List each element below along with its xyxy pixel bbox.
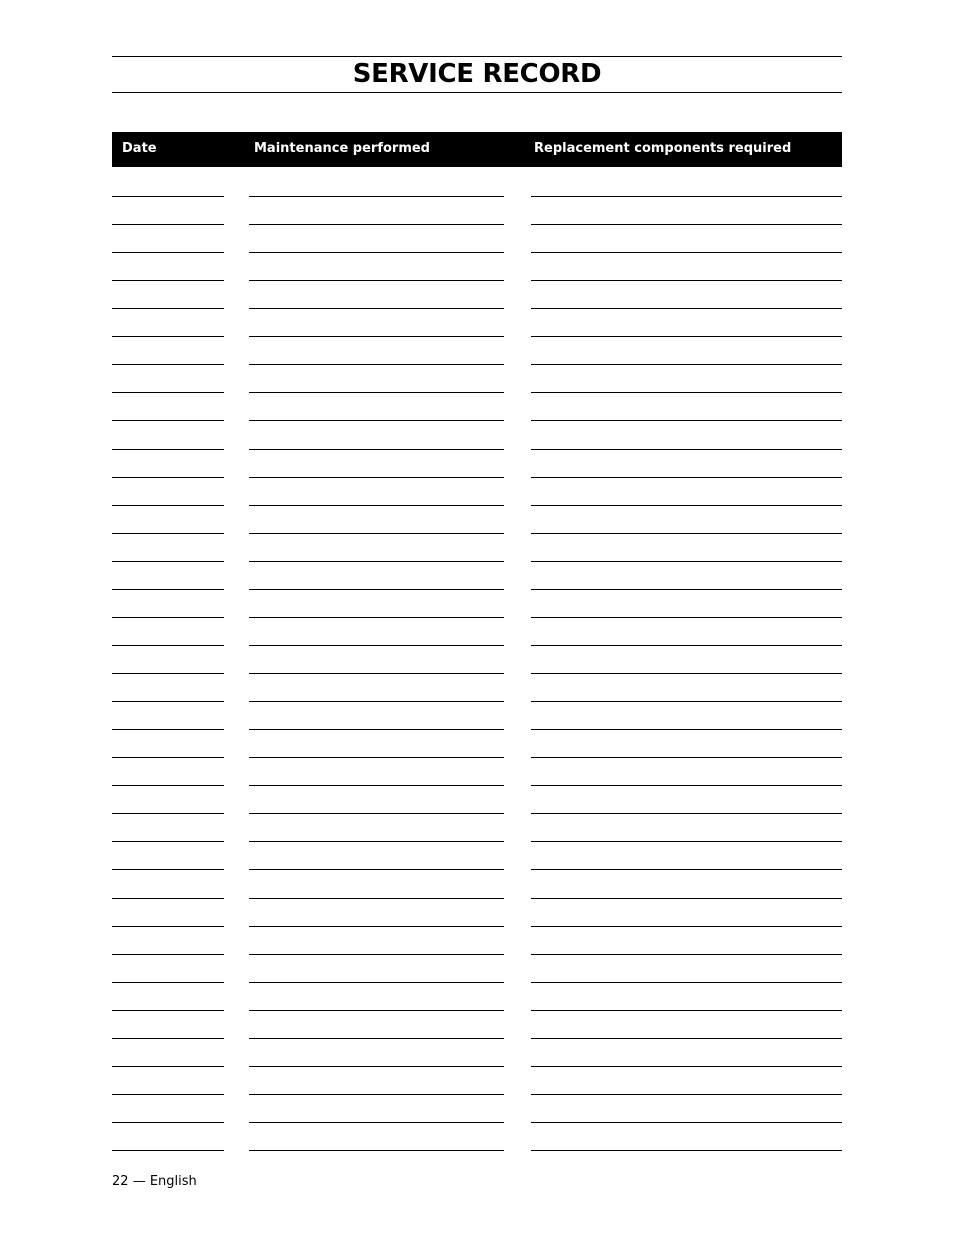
column-header-replacement: Replacement components required xyxy=(534,141,792,156)
date-entry-line[interactable] xyxy=(112,364,224,365)
replacement-entry-line[interactable] xyxy=(531,813,842,814)
replacement-entry-line[interactable] xyxy=(531,757,842,758)
replacement-entry-line[interactable] xyxy=(531,1150,842,1151)
maintenance-entry-line[interactable] xyxy=(249,449,504,450)
maintenance-entry-line[interactable] xyxy=(249,898,504,899)
date-entry-line[interactable] xyxy=(112,982,224,983)
page-title: SERVICE RECORD xyxy=(352,59,602,89)
replacement-entry-line[interactable] xyxy=(531,280,842,281)
page-number: 22 xyxy=(112,1174,129,1189)
maintenance-entry-line[interactable] xyxy=(249,673,504,674)
replacement-entry-line[interactable] xyxy=(531,364,842,365)
maintenance-entry-line[interactable] xyxy=(249,533,504,534)
replacement-entry-line[interactable] xyxy=(531,1066,842,1067)
maintenance-entry-line[interactable] xyxy=(249,729,504,730)
maintenance-entry-line[interactable] xyxy=(249,505,504,506)
maintenance-entry-line[interactable] xyxy=(249,1066,504,1067)
maintenance-entry-line[interactable] xyxy=(249,252,504,253)
replacement-entry-line[interactable] xyxy=(531,420,842,421)
replacement-entry-line[interactable] xyxy=(531,196,842,197)
maintenance-entry-line[interactable] xyxy=(249,617,504,618)
date-entry-line[interactable] xyxy=(112,589,224,590)
date-entry-line[interactable] xyxy=(112,645,224,646)
date-entry-line[interactable] xyxy=(112,617,224,618)
date-entry-line[interactable] xyxy=(112,673,224,674)
date-entry-line[interactable] xyxy=(112,841,224,842)
replacement-entry-line[interactable] xyxy=(531,982,842,983)
date-entry-line[interactable] xyxy=(112,533,224,534)
date-entry-line[interactable] xyxy=(112,1010,224,1011)
replacement-entry-line[interactable] xyxy=(531,449,842,450)
replacement-entry-line[interactable] xyxy=(531,533,842,534)
maintenance-entry-line[interactable] xyxy=(249,1038,504,1039)
replacement-entry-line[interactable] xyxy=(531,1094,842,1095)
maintenance-entry-line[interactable] xyxy=(249,364,504,365)
maintenance-entry-line[interactable] xyxy=(249,308,504,309)
date-entry-line[interactable] xyxy=(112,757,224,758)
date-entry-line[interactable] xyxy=(112,505,224,506)
replacement-entry-line[interactable] xyxy=(531,224,842,225)
date-entry-line[interactable] xyxy=(112,308,224,309)
replacement-entry-line[interactable] xyxy=(531,729,842,730)
replacement-entry-line[interactable] xyxy=(531,1010,842,1011)
maintenance-entry-line[interactable] xyxy=(249,392,504,393)
maintenance-entry-line[interactable] xyxy=(249,926,504,927)
date-entry-line[interactable] xyxy=(112,1066,224,1067)
replacement-entry-line[interactable] xyxy=(531,252,842,253)
maintenance-entry-line[interactable] xyxy=(249,1094,504,1095)
column-header-maintenance: Maintenance performed xyxy=(254,141,430,156)
date-entry-line[interactable] xyxy=(112,869,224,870)
maintenance-entry-line[interactable] xyxy=(249,224,504,225)
maintenance-entry-line[interactable] xyxy=(249,1122,504,1123)
replacement-entry-line[interactable] xyxy=(531,1122,842,1123)
replacement-entry-line[interactable] xyxy=(531,926,842,927)
date-entry-line[interactable] xyxy=(112,1038,224,1039)
date-entry-line[interactable] xyxy=(112,701,224,702)
date-entry-line[interactable] xyxy=(112,785,224,786)
maintenance-entry-line[interactable] xyxy=(249,841,504,842)
date-entry-line[interactable] xyxy=(112,280,224,281)
replacement-entry-line[interactable] xyxy=(531,954,842,955)
replacement-entry-line[interactable] xyxy=(531,308,842,309)
replacement-entry-line[interactable] xyxy=(531,785,842,786)
date-entry-line[interactable] xyxy=(112,1094,224,1095)
maintenance-entry-line[interactable] xyxy=(249,280,504,281)
replacement-entry-line[interactable] xyxy=(531,645,842,646)
maintenance-entry-line[interactable] xyxy=(249,813,504,814)
maintenance-entry-line[interactable] xyxy=(249,196,504,197)
date-entry-line[interactable] xyxy=(112,252,224,253)
replacement-entry-line[interactable] xyxy=(531,869,842,870)
date-entry-line[interactable] xyxy=(112,196,224,197)
date-entry-line[interactable] xyxy=(112,1150,224,1151)
maintenance-entry-line[interactable] xyxy=(249,336,504,337)
maintenance-entry-line[interactable] xyxy=(249,561,504,562)
date-entry-line[interactable] xyxy=(112,224,224,225)
maintenance-entry-line[interactable] xyxy=(249,589,504,590)
maintenance-entry-line[interactable] xyxy=(249,645,504,646)
maintenance-entry-line[interactable] xyxy=(249,701,504,702)
date-entry-line[interactable] xyxy=(112,449,224,450)
date-entry-line[interactable] xyxy=(112,729,224,730)
maintenance-entry-line[interactable] xyxy=(249,1010,504,1011)
maintenance-entry-line[interactable] xyxy=(249,785,504,786)
replacement-entry-line[interactable] xyxy=(531,701,842,702)
date-entry-line[interactable] xyxy=(112,420,224,421)
column-header-date: Date xyxy=(122,141,157,156)
maintenance-entry-line[interactable] xyxy=(249,1150,504,1151)
replacement-entry-line[interactable] xyxy=(531,673,842,674)
maintenance-entry-line[interactable] xyxy=(249,982,504,983)
replacement-entry-line[interactable] xyxy=(531,1038,842,1039)
date-entry-line[interactable] xyxy=(112,561,224,562)
date-entry-line[interactable] xyxy=(112,898,224,899)
maintenance-entry-line[interactable] xyxy=(249,420,504,421)
replacement-entry-line[interactable] xyxy=(531,589,842,590)
date-entry-line[interactable] xyxy=(112,1122,224,1123)
date-entry-line[interactable] xyxy=(112,954,224,955)
date-entry-line[interactable] xyxy=(112,336,224,337)
replacement-entry-line[interactable] xyxy=(531,505,842,506)
page-footer xyxy=(112,1174,197,1189)
date-entry-line[interactable] xyxy=(112,477,224,478)
replacement-entry-line[interactable] xyxy=(531,561,842,562)
date-entry-line[interactable] xyxy=(112,813,224,814)
maintenance-entry-line[interactable] xyxy=(249,869,504,870)
replacement-entry-line[interactable] xyxy=(531,477,842,478)
footer-language: English xyxy=(149,1174,197,1189)
footer-separator: — xyxy=(132,1174,146,1189)
replacement-entry-line[interactable] xyxy=(531,336,842,337)
maintenance-entry-line[interactable] xyxy=(249,757,504,758)
date-entry-line[interactable] xyxy=(112,392,224,393)
replacement-entry-line[interactable] xyxy=(531,617,842,618)
replacement-entry-line[interactable] xyxy=(531,392,842,393)
replacement-entry-line[interactable] xyxy=(531,841,842,842)
maintenance-entry-line[interactable] xyxy=(249,477,504,478)
date-entry-line[interactable] xyxy=(112,926,224,927)
replacement-entry-line[interactable] xyxy=(531,898,842,899)
maintenance-entry-line[interactable] xyxy=(249,954,504,955)
